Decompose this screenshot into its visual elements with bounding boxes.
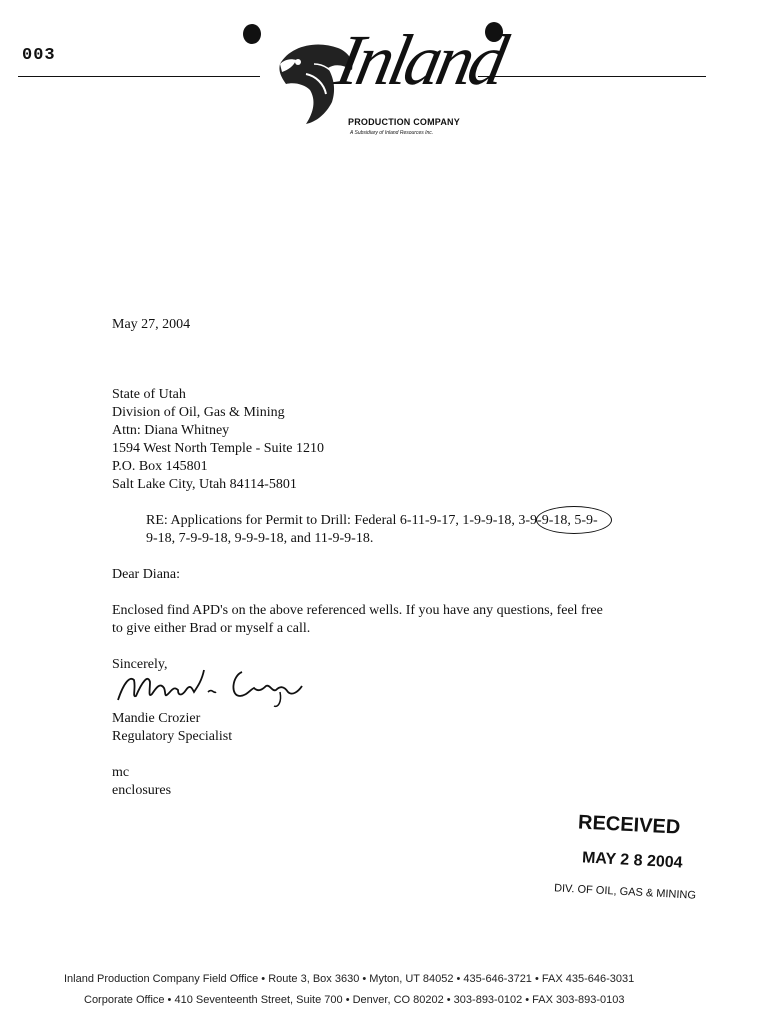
closing: Sincerely, — [112, 657, 168, 672]
footer-field-office: Inland Production Company Field Office • Route 3, Box 3630 • Myton, UT 84052 • 435-646-3721 • FAX 435-646-3031 — [64, 973, 635, 985]
handwritten-circle — [536, 506, 612, 534]
received-division: DIV. OF OIL, GAS & MINING — [553, 882, 697, 902]
recipient-line: State of Utah — [112, 387, 186, 402]
subject-line-2: 9-18, 7-9-9-18, 9-9-9-18, and 11-9-9-18. — [146, 531, 374, 546]
subject-prefix: RE: Applications for Permit to Drill: Federal 6-11-9-17, 1-9-9-18, — [146, 513, 515, 528]
header-rule-right — [478, 76, 706, 77]
letter-body — [112, 602, 603, 638]
letter-date: May 27, 2004 — [112, 317, 191, 332]
signer-name: Mandie Crozier — [112, 711, 201, 726]
salutation: Dear Diana: — [112, 567, 181, 582]
header-rule-left — [18, 76, 260, 77]
recipient-line: Attn: Diana Whitney — [112, 423, 230, 438]
initials: mc — [112, 765, 130, 780]
recipient-line: P.O. Box 145801 — [112, 459, 208, 474]
company-tagline: A Subsidiary of Inland Resources Inc. — [350, 130, 434, 136]
subject-after: , 5-9- — [567, 513, 598, 528]
company-wordmark: Inland — [329, 20, 511, 100]
received-stamp: RECEIVED — [577, 811, 681, 839]
recipient-line: 1594 West North Temple - Suite 1210 — [112, 441, 325, 456]
page-number: 003 — [22, 46, 56, 65]
reference-block — [112, 764, 171, 800]
signer-block — [112, 710, 232, 746]
subject-circled-well: 3-9-9-18 — [518, 513, 568, 528]
body-line: to give either Brad or myself a call. — [112, 621, 311, 636]
recipient-line: Division of Oil, Gas & Mining — [112, 405, 285, 420]
enclosures-note: enclosures — [112, 783, 172, 798]
company-subtitle: PRODUCTION COMPANY — [348, 117, 460, 127]
footer-corporate-office: Corporate Office • 410 Seventeenth Street, Suite 700 • Denver, CO 80202 • 303-893-0102 • FAX 303-893-0103 — [84, 994, 625, 1006]
received-date: MAY 2 8 2004 — [581, 849, 683, 872]
header-dot-left — [243, 24, 261, 44]
signature-image — [112, 662, 312, 717]
recipient-address — [112, 386, 324, 494]
recipient-line: Salt Lake City, Utah 84114-5801 — [112, 477, 297, 492]
body-line: Enclosed find APD's on the above referenced wells. If you have any questions, feel free — [112, 603, 603, 618]
signer-title: Regulatory Specialist — [112, 729, 233, 744]
